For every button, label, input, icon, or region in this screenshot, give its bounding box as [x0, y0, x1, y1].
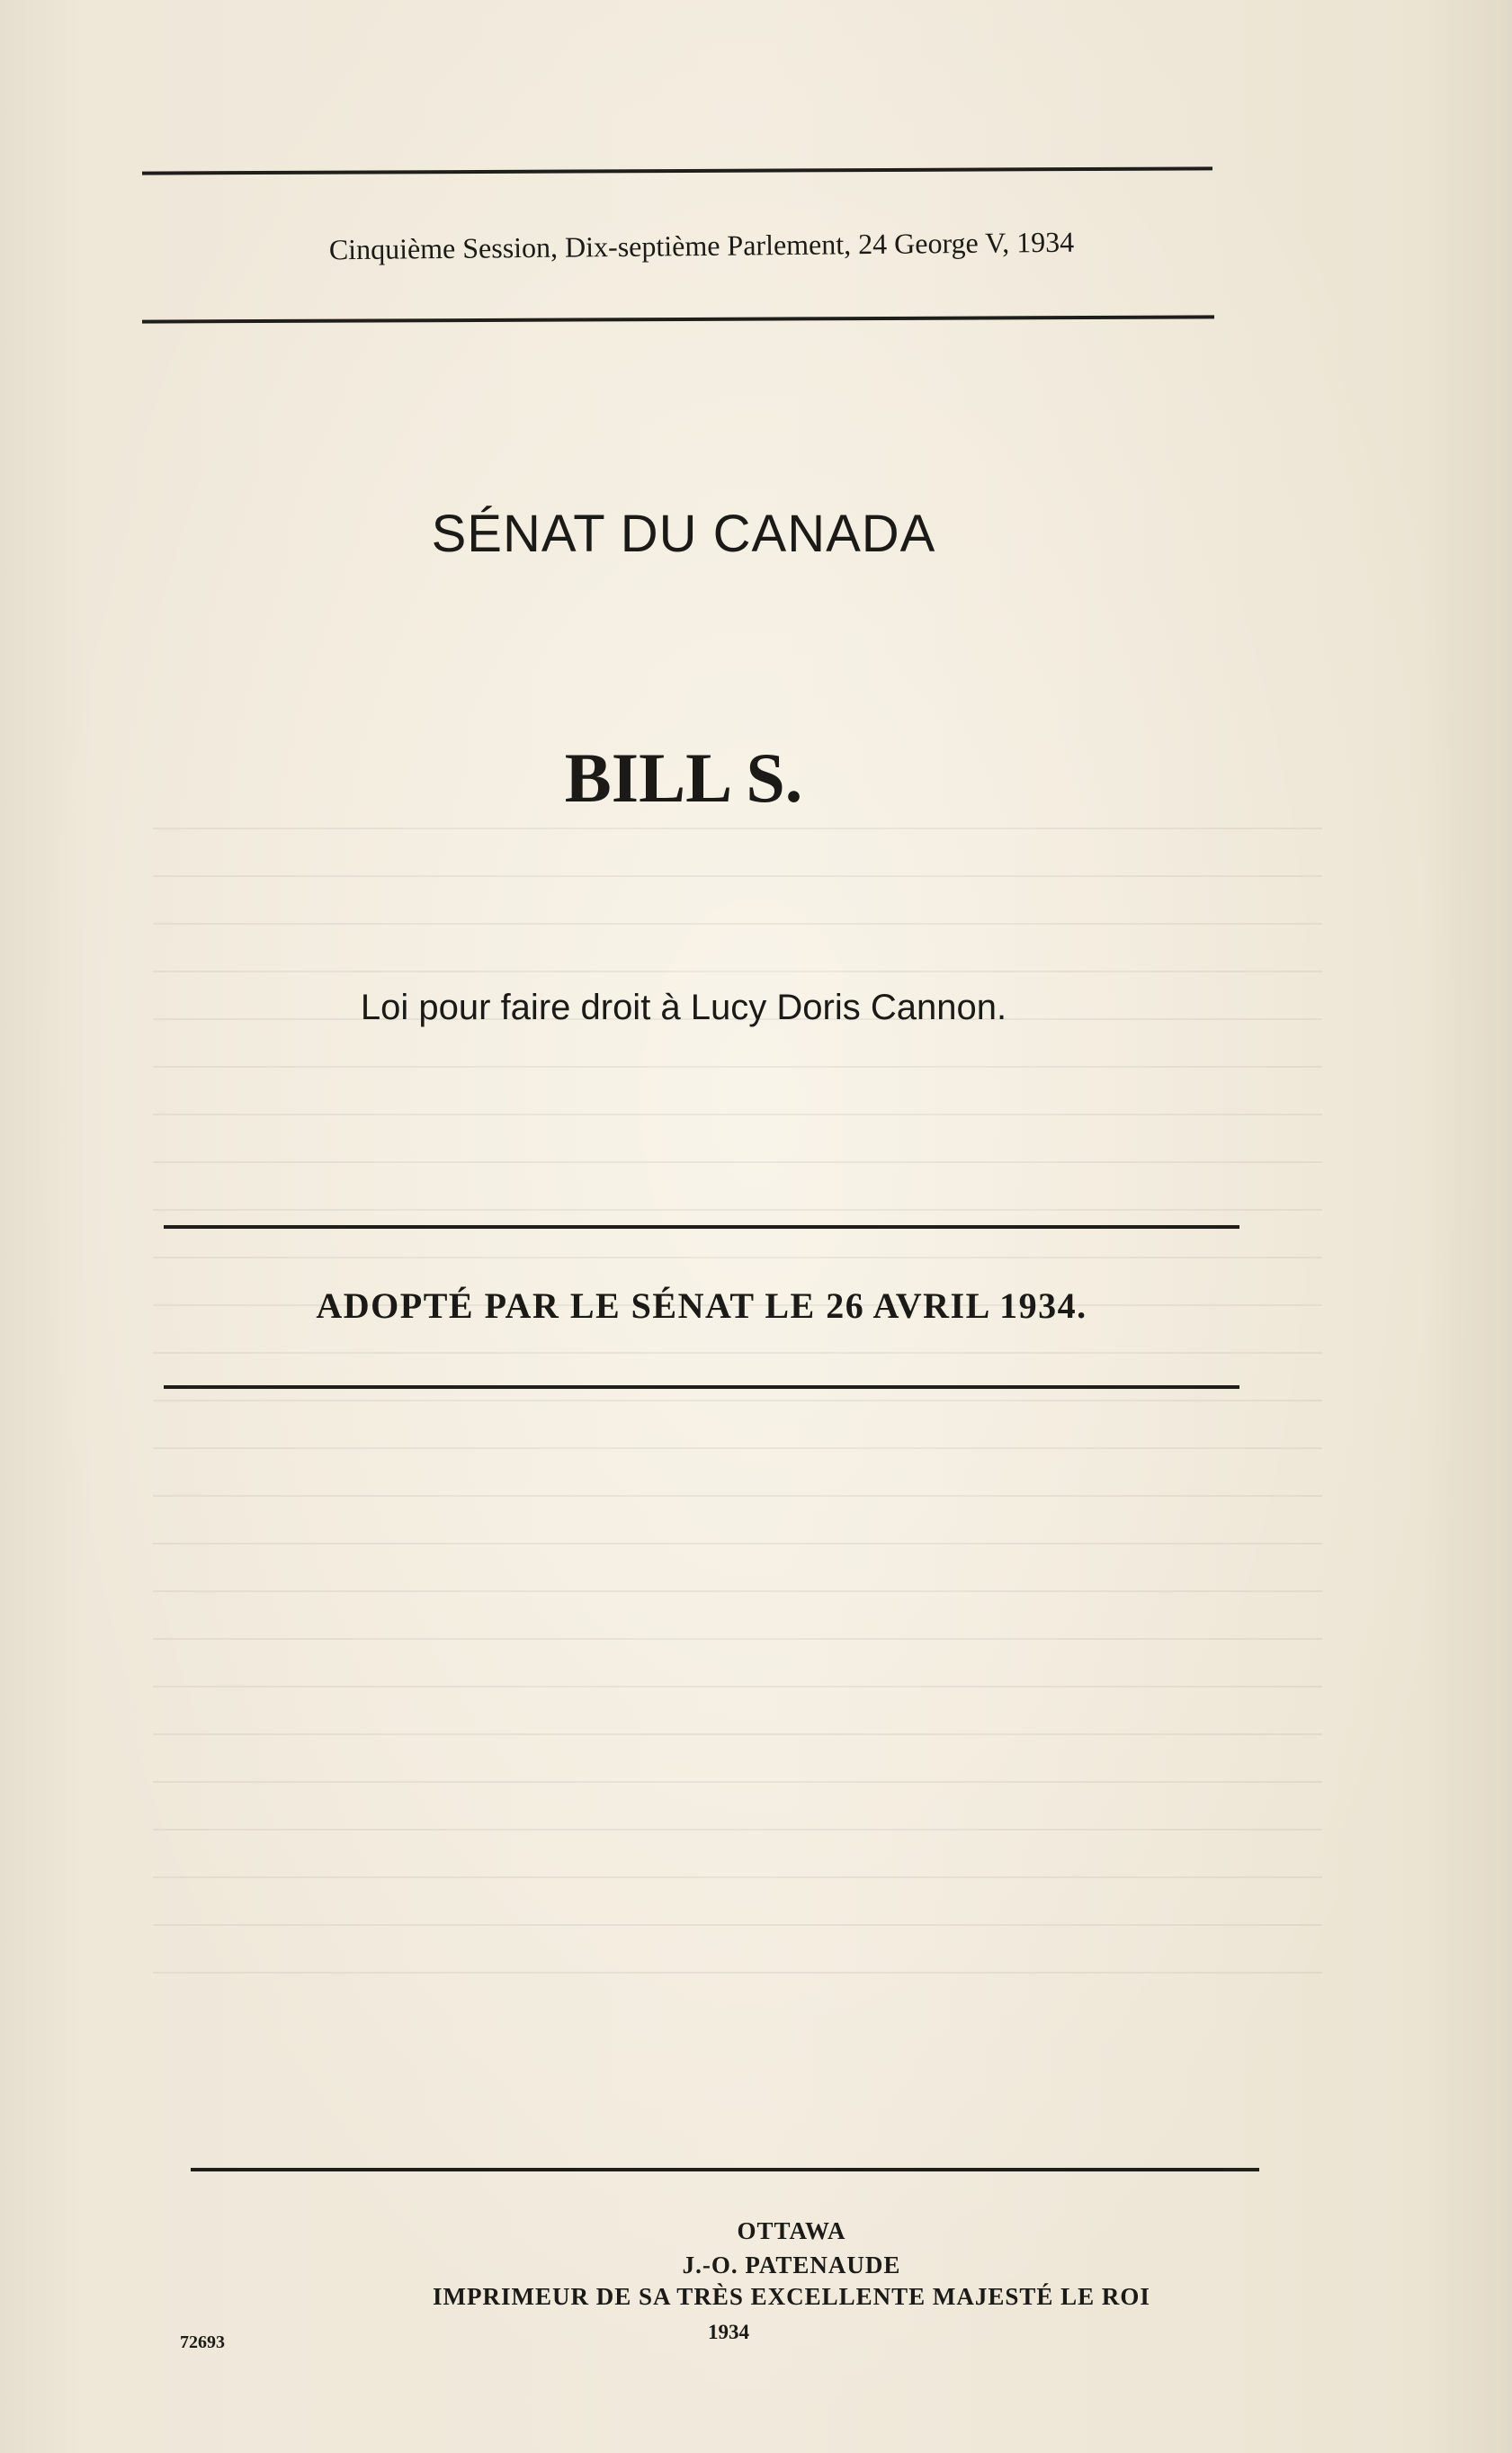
imprint-city: OTTAWA: [737, 2217, 846, 2244]
chamber-title: SÉNAT DU CANADA: [431, 505, 936, 563]
imprint-printer-title: IMPRIMEUR DE SA TRÈS EXCELLENTE MAJESTÉ LE ROI: [433, 2283, 1150, 2310]
adoption-rule-upper: [164, 1225, 1239, 1229]
adoption-statement: ADOPTÉ PAR LE SÉNAT LE 26 AVRIL 1934.: [316, 1285, 1087, 1326]
print-number: 72693: [180, 2332, 225, 2352]
adoption-rule-lower: [164, 1385, 1239, 1389]
imprint-year: 1934: [708, 2321, 749, 2343]
session-line: Cinquième Session, Dix-septième Parlement, 24 George V, 1934: [328, 225, 1075, 266]
bill-number: BILL S.: [564, 739, 803, 817]
top-rule-lower: [142, 315, 1214, 323]
bill-title: Loi pour faire droit à Lucy Doris Cannon.: [360, 988, 1007, 1027]
imprint-rule: [191, 2168, 1259, 2171]
top-rule-upper: [142, 166, 1212, 175]
imprint-printer: J.-O. PATENAUDE: [682, 2252, 901, 2278]
